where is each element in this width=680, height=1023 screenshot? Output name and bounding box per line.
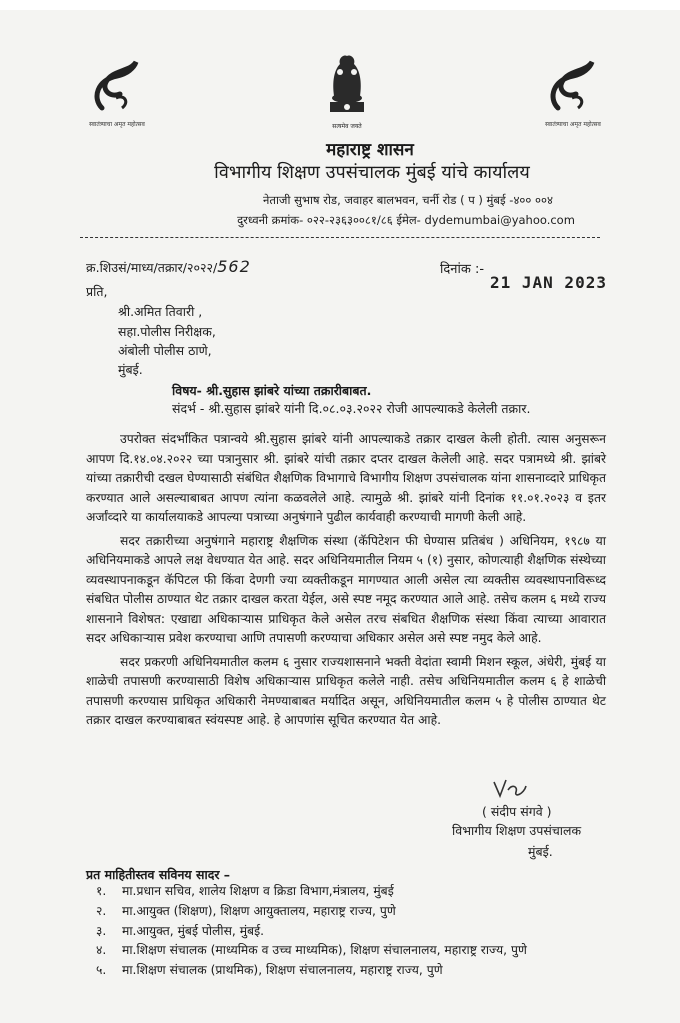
handwritten-signature	[490, 776, 530, 806]
date-label: दिनांक :-	[440, 262, 485, 277]
state-emblem	[318, 52, 376, 132]
copy-to-number: २.	[96, 903, 107, 918]
left-logo-caption: स्वातंत्र्याचा अमृत महोत्सव	[89, 121, 145, 128]
copy-to-text: मा.प्रधान सचिव, शालेय शिक्षण व क्रिडा विभाग,मंत्रालय, मुंबई	[122, 884, 394, 898]
signatory-title: विभागीय शिक्षण उपसंचालक	[452, 823, 582, 838]
recipient-line: श्री.अमित तिवारी ,	[118, 304, 203, 319]
azadi-amrit-mahotsav-logo-right	[528, 58, 618, 138]
right-logo-caption: स्वातंत्र्याचा अमृत महोत्सव	[545, 121, 601, 128]
top-strip	[0, 0, 680, 10]
reference-line: संदर्भ - श्री.सुहास झांबरे यांनी दि.०८.०३.२०२२ रोजी आपल्याकडे केलेली तक्रार.	[172, 401, 531, 416]
copy-to-number: ३.	[96, 923, 107, 938]
reference-number	[86, 257, 251, 276]
office-address: नेताजी सुभाष रोड, जवाहर बालभवन, चर्नी रोड ( प ) मुंबई -४०० ००४	[263, 193, 553, 207]
copy-to-number: ४.	[96, 943, 107, 958]
office-name: विभागीय शिक्षण उपसंचालक मुंबई यांचे कार्यालय	[214, 162, 530, 183]
body-paragraph: सदर प्रकरणी अधिनियमातील कलम ६ नुसार राज्यशासनाने भक्ती वेदांता स्वामी मिशन स्कूल, अंधेरी, मुंबई या शाळेची तपासणी करण्यासाठी विशेष अधिकाऱ्यास प्राधिकृत कलेले नाही. तसेच अधिनियमातील कलम ६ हे शाळेची तपासणी करण्यास प्राधिकृत अधिकारी नेमण्याबाबत मर्यादित असून, अधिनियमातील कलम ५ हे पोलीस ठाण्यात थेट तक्रार दाखल करण्याबाबत स्वंयस्पष्ट आहे. हे आपणांस सूचित करण्यात येत आहे.	[86, 654, 606, 727]
government-name: महाराष्ट्र शासन	[326, 140, 414, 160]
emblem-caption: सत्यमेव जयते	[332, 123, 362, 130]
copy-to-text: मा.आयुक्त (शिक्षण), शिक्षण आयुक्तालय, महाराष्ट्र राज्य, पुणे	[122, 903, 396, 918]
header-divider	[80, 237, 600, 238]
signatory-name: ( संदीप संगवे )	[482, 804, 552, 819]
copy-to-item	[96, 922, 527, 942]
copy-to-text: मा.शिक्षण संचालक (माध्यमिक व उच्च माध्यमिक), शिक्षण संचालनालय, महाराष्ट्र राज्य, पुणे	[122, 943, 527, 958]
letter-body	[86, 430, 606, 731]
copy-to-list	[96, 882, 527, 981]
copy-to-item	[96, 882, 527, 902]
copy-to-number: १.	[96, 884, 107, 898]
signatory-place: मुंबई.	[528, 844, 553, 859]
copy-to-text: मा.शिक्षण संचालक (प्राथमिक), शिक्षण संचालनालय, महाराष्ट्र राज्य, पुणे	[122, 963, 443, 978]
reference-handwritten-number: 562	[217, 257, 251, 276]
body-paragraph: उपरोक्त संदर्भांकित पत्रान्वये श्री.सुहास झांबरे यांनी आपल्याकडे तक्रार दाखल केली होती. त्यास अनुसरून आपण दि.१४.०४.२०२२ च्या पत्रानुसार श्री. झांबरे यांची तक्रार दप्तर दाखल केलेली आहे. सदर पत्रामध्ये श्री. झांबरे यांच्या तक्रारीची दखल घेण्यासाठी संबंधित शैक्षणिक विभागाचे विभागीय शिक्षण उपसंचालक यांना शासनाव्दारे प्राधिकृत करण्यात आले असल्याबाबत आपण त्यांना कळवलेले आहे. त्यामुळे श्री. झांबरे यांनी दिनांक ११.०१.२०२३ व इतर अर्जांव्दारे या कार्यालयाकडे आपल्या पत्राच्या अनुषंगाने पुढील कार्यवाही करण्याची मागणी केली आहे.	[86, 432, 606, 524]
copy-to-heading: प्रत माहितीस्तव सविनय सादर –	[86, 867, 231, 882]
recipient-line: सहा.पोलीस निरीक्षक,	[118, 324, 216, 339]
copy-to-item	[96, 961, 527, 981]
subject-line: विषय- श्री.सुहास झांबरे यांच्या तक्रारीबाबत.	[172, 383, 372, 398]
date-stamp: 21 JAN 2023	[490, 273, 607, 292]
copy-to-item	[96, 941, 527, 961]
letter-page	[0, 10, 680, 1023]
copy-to-text: मा.आयुक्त, मुंबई पोलीस, मुंबई.	[122, 923, 265, 938]
recipient-line: मुंबई.	[118, 362, 143, 377]
recipient-prefix: प्रति,	[86, 284, 108, 299]
copy-to-item	[96, 902, 527, 922]
office-contact: दुरध्वनी क्रमांक- ०२२-२३६३००८१/८६ ईमेल- dydemumbai@yahoo.com	[237, 213, 575, 227]
copy-to-number: ५.	[96, 963, 107, 978]
azadi-amrit-mahotsav-logo-left	[72, 58, 162, 138]
body-paragraph: सदर तक्रारीच्या अनुषंगाने महाराष्ट्र शैक्षणिक संस्था (कॅपिटेशन फी घेण्यास प्रतिबंध ) अधिनियम, १९८७ या अधिनियमाकडे आपले लक्ष वेधण्यात येत आहे. सदर अधिनियमातील नियम ५ (१) नुसार, कोणत्याही शैक्षणिक संस्थेच्या व्यवस्थापनाकडून कॅपिटल फी किंवा देणगी ज्या व्यक्तीकडून मागण्यात आली असेल त्या व्यक्तीस व्यवस्थापनाविरूध्द संबधित पोलीस ठाण्यात थेट तक्रार दाखल करता येईल, असे स्पष्ट नमूद करण्यात आले आहे. तसेच कलम ६ मध्ये राज्य शासनाने विशेषत: एखाद्या अधिकाऱ्यास प्राधिकृत केले असेल तरच संबधित शैक्षणिक संस्था किंवा त्याच्या आवारात सदर अधिकाऱ्यास प्रवेश करण्याचा आणि तपासणी करण्याचा अधिकार असेल असे स्पष्ट नमुद केले आहे.	[86, 533, 606, 645]
reference-prefix: क्र.शिउसं/माध्य/तक्रार/२०२२/	[86, 260, 218, 275]
recipient-line: अंबोली पोलीस ठाणे,	[118, 343, 212, 358]
